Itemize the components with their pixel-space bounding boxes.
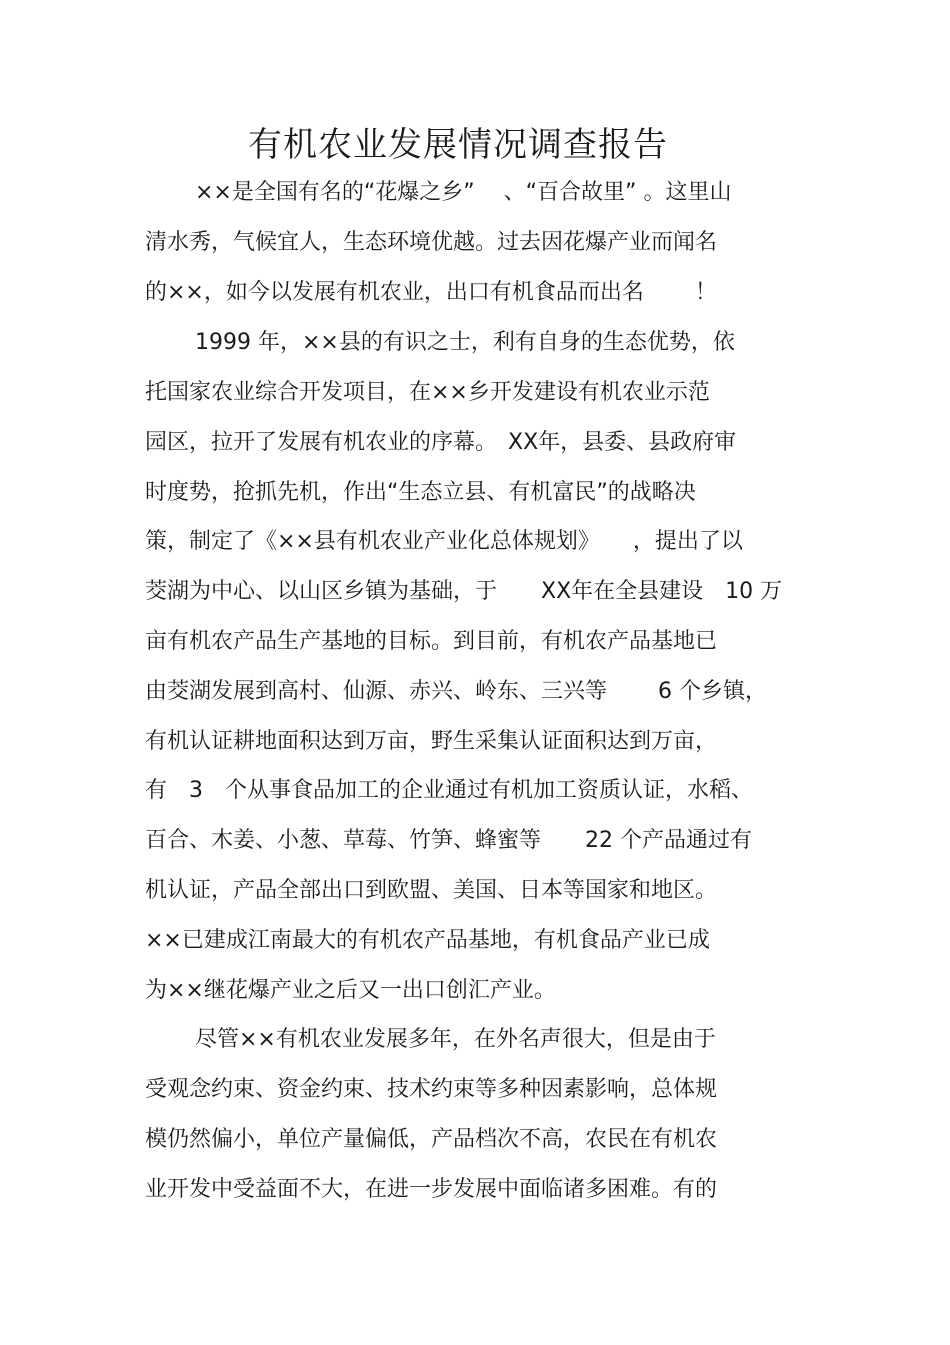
body-line-10: 亩有机农产品生产基地的目标。到目前，有机农产品基地已	[145, 629, 718, 654]
body-line-5: 托国家农业综合开发项目，在××乡开发建设有机农业示范	[145, 380, 710, 405]
body-line-9: 茭湖为中心、以山区乡镇为基础，于 XX年在全县建设 10 万	[145, 579, 783, 604]
body-line-16: ××已建成江南最大的有机农产品基地，有机食品产业已成	[145, 928, 710, 953]
body-line-7: 时度势，抢抓先机，作出“生态立县、有机富民”的战略决	[145, 480, 696, 505]
body-line-1: ××是全国有名的“花爆之乡” 、“百合故里” 。这里山	[195, 180, 732, 205]
body-line-8: 策，制定了《××县有机农业产业化总体规划》 ，提出了以	[145, 529, 743, 554]
body-line-3: 的××，如今以发展有机农业，出口有机食品而出名 ！	[145, 280, 717, 305]
body-line-12: 有机认证耕地面积达到万亩，野生采集认证面积达到万亩，	[145, 729, 718, 754]
body-line-18: 尽管××有机农业发展多年，在外名声很大，但是由于	[195, 1027, 716, 1052]
document-title: 有机农业发展情况调查报告	[248, 125, 668, 165]
body-line-6: 园区，拉开了发展有机农业的序幕。 XX年，县委、县政府审	[145, 430, 737, 455]
body-line-15: 机认证，产品全部出口到欧盟、美国、日本等国家和地区。	[145, 878, 718, 903]
body-line-20: 模仍然偏小，单位产量偏低，产品档次不高，农民在有机农	[145, 1127, 718, 1152]
body-line-13: 有 3 个从事食品加工的企业通过有机加工资质认证，水稻、	[145, 778, 753, 803]
body-line-19: 受观念约束、资金约束、技术约束等多种因素影响，总体规	[145, 1077, 718, 1102]
body-line-17: 为××继花爆产业之后又一出口创汇产业。	[145, 978, 556, 1003]
body-line-21: 业开发中受益面不大，在进一步发展中面临诸多困难。有的	[145, 1177, 718, 1202]
body-line-2: 清水秀，气候宜人，生态环境优越。过去因花爆产业而闻名	[145, 230, 718, 255]
body-line-14: 百合、木姜、小葱、草莓、竹笋、蜂蜜等 22 个产品通过有	[145, 828, 752, 853]
body-line-11: 由茭湖发展到高村、仙源、赤兴、岭东、三兴等 6 个乡镇，	[145, 679, 767, 704]
body-line-4: 1999 年，××县的有识之士，利有自身的生态优势，依	[195, 330, 735, 355]
